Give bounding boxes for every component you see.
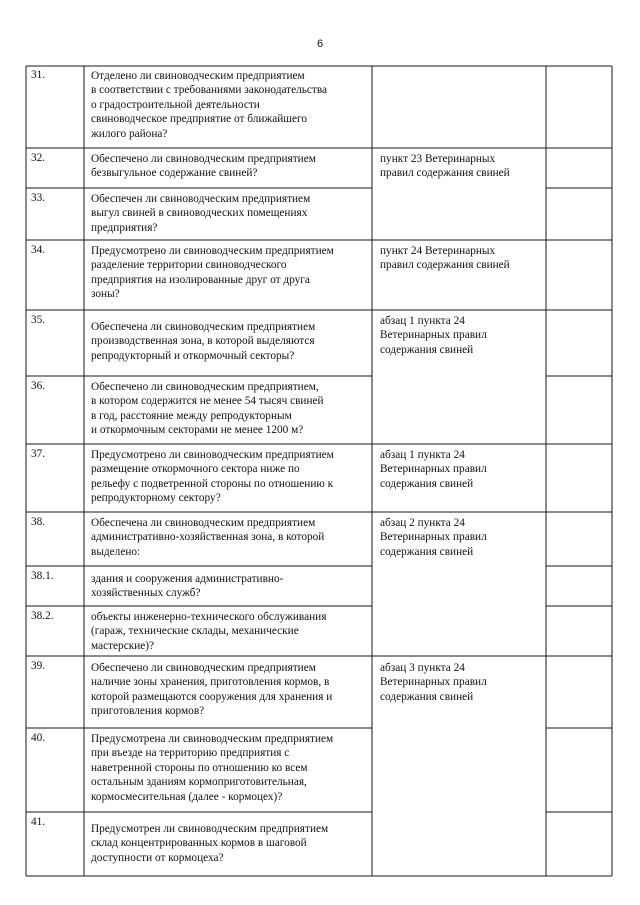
question-text: Отделено ли свиноводческим предприятием в соответствии с требованиями законодательства о градостроительной деятельности свиноводческое предприятие от ближайшего жилого района?	[91, 70, 328, 140]
row-number: 35.	[31, 314, 46, 326]
row-number: 38.1.	[31, 570, 54, 582]
row-number: 38.	[31, 516, 46, 528]
question-text: Обеспечена ли свиноводческим предприятием производственная зона, в которой выделяются репродукторный и откормочный секторы?	[91, 321, 316, 362]
row-number: 33.	[31, 192, 46, 204]
question-text: здания и сооружения административно- хозяйственных служб?	[91, 573, 284, 600]
reference-text: абзац 2 пункта 24 Ветеринарных правил содержания свиней	[380, 517, 487, 558]
question-text: Обеспечено ли свиноводческим предприятием безвыгульное содержание свиней?	[91, 153, 316, 180]
row-number: 38.2.	[31, 610, 54, 622]
row-number: 31.	[31, 69, 46, 81]
row-number: 39.	[31, 660, 46, 672]
row-number: 32.	[31, 152, 46, 164]
reference-text: абзац 3 пункта 24 Ветеринарных правил содержания свиней	[380, 662, 487, 703]
reference-text: абзац 1 пункта 24 Ветеринарных правил содержания свиней	[380, 315, 487, 356]
question-text: Обеспечено ли свиноводческим предприятием, в котором содержится не менее 54 тысяч свиней в год, расстояние между репродукторным и откормочным секторами не менее 1200 м?	[91, 381, 324, 437]
question-text: Обеспечена ли свиноводческим предприятием административно-хозяйственная зона, в которой выделено:	[91, 517, 325, 558]
question-text: Предусмотрена ли свиноводческим предприятием при въезде на территорию предприятия с наветренной стороны по отношению ко всем остальным зданиям кормоприготовительная, кормосмесительная (далее - кормоцех)?	[91, 733, 334, 803]
question-text: Обеспечен ли свиноводческим предприятием выгул свиней в свиноводческих помещениях предприятия?	[91, 193, 311, 234]
row-number: 36.	[31, 380, 46, 392]
reference-text: пункт 24 Ветеринарных правил содержания свиней	[380, 245, 510, 272]
row-number: 41.	[31, 816, 46, 828]
row-number: 40.	[31, 732, 46, 744]
question-text: объекты инженерно-технического обслуживания (гараж, технические склады, механические мастерские)?	[91, 611, 327, 652]
question-text: Предусмотрен ли свиноводческим предприятием склад концентрированных кормов в шаговой доступности от кормоцеха?	[91, 823, 329, 864]
reference-text: абзац 1 пункта 24 Ветеринарных правил содержания свиней	[380, 449, 487, 490]
reference-text: пункт 23 Ветеринарных правил содержания свиней	[380, 153, 510, 180]
row-number: 37.	[31, 448, 46, 460]
page-number: 6	[316, 38, 324, 50]
question-text: Обеспечено ли свиноводческим предприятием наличие зоны хранения, приготовления кормов, в которой размещаются сооружения для хранения и приготовления кормов?	[91, 662, 333, 718]
question-text: Предусмотрено ли свиноводческим предприятием разделение территории свиноводческого предприятия на изолированные друг от друга зоны?	[91, 245, 334, 301]
question-text: Предусмотрено ли свиноводческим предприятием размещение откормочного сектора ниже по рельефу с подветренной стороны по отношению к репродукторному сектору?	[91, 449, 334, 505]
row-number: 34.	[31, 244, 46, 256]
